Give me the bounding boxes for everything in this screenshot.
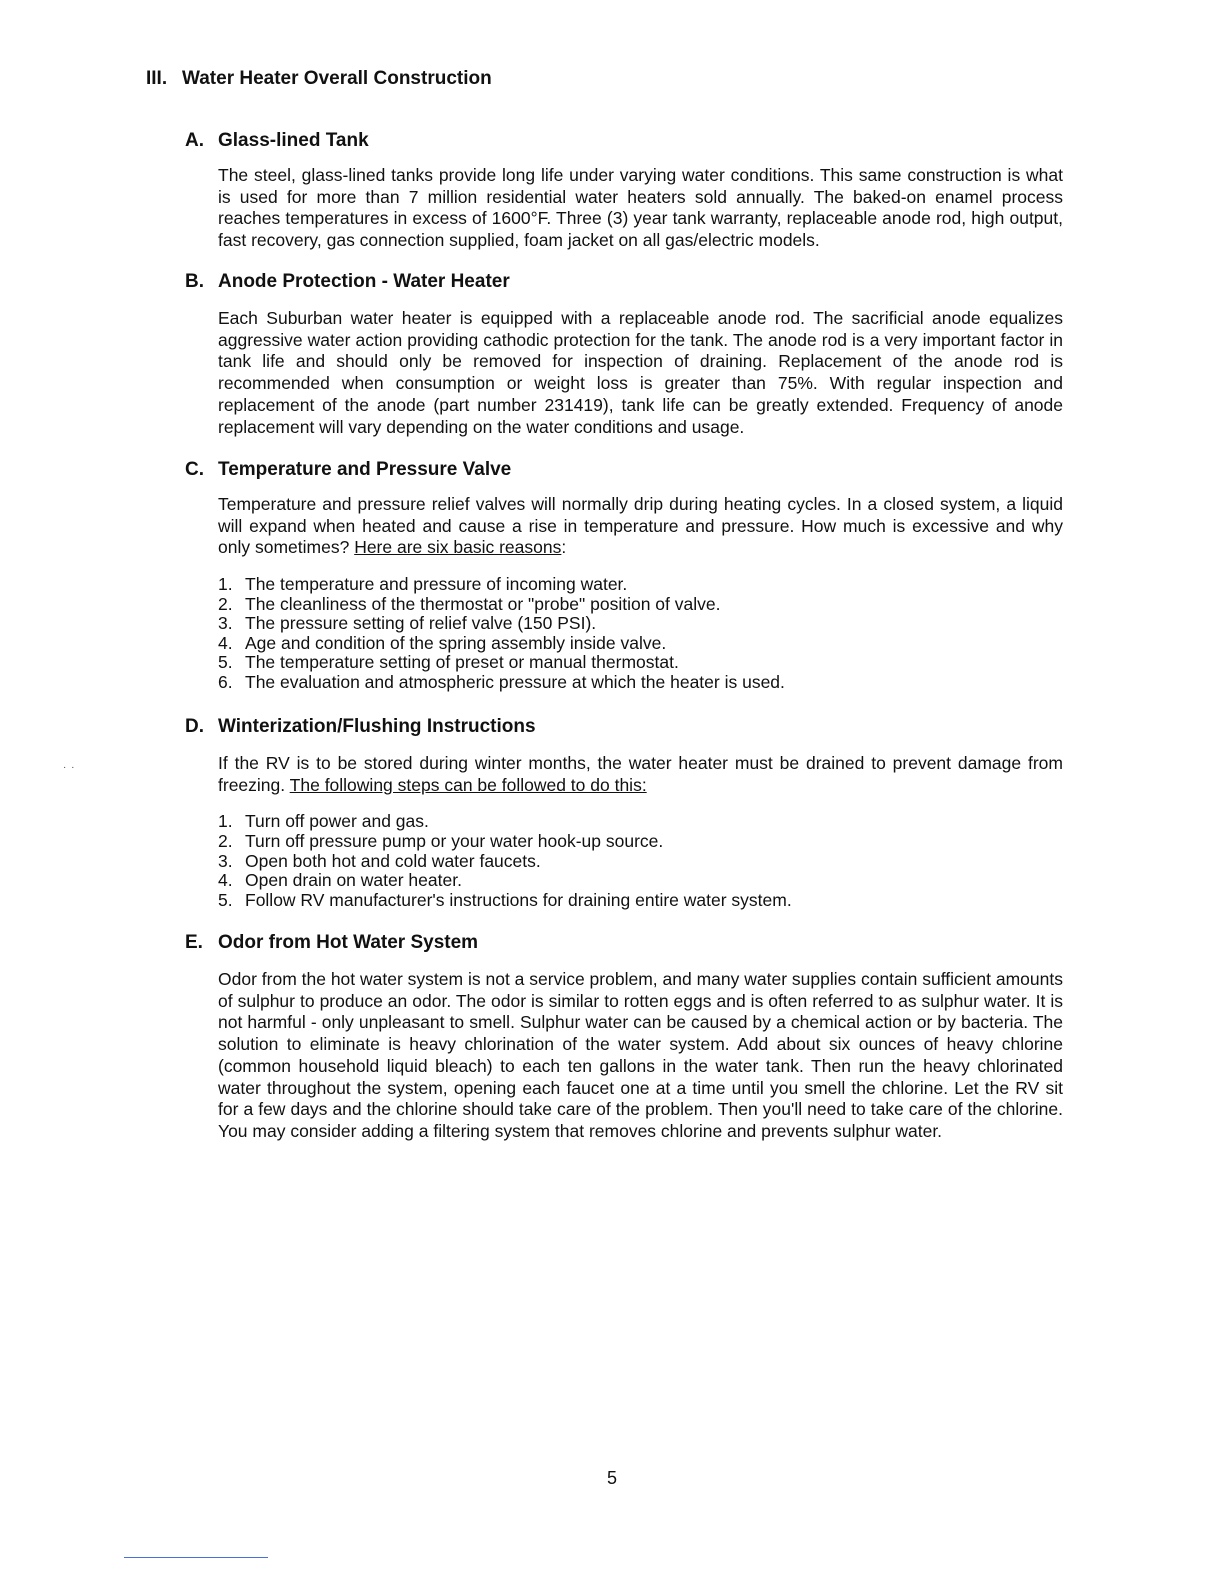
list-item [218, 832, 1065, 852]
list-item-number: 6. [218, 672, 233, 693]
subsection-title: Odor from Hot Water System [218, 932, 479, 953]
list-item-number: 1. [218, 811, 233, 832]
list-item-number: 3. [218, 613, 233, 634]
section-heading [146, 68, 492, 90]
list-item-text: The cleanliness of the thermostat or "probe" position of valve. [245, 593, 721, 614]
section-number: III. [146, 68, 168, 89]
list-item-number: 5. [218, 652, 233, 673]
list-item [218, 614, 1065, 634]
subsection-temperature-pressure-valve [185, 459, 1065, 693]
list-item [218, 673, 1065, 693]
list-item [218, 634, 1065, 654]
list-item [218, 595, 1065, 615]
subsection-letter: E. [185, 932, 203, 953]
subsection-letter: D. [185, 716, 204, 737]
list-item-number: 2. [218, 593, 233, 614]
list-item-text: The pressure setting of relief valve (150 PSI). [245, 613, 597, 634]
list-item-text: The temperature setting of preset or manual thermostat. [245, 652, 679, 673]
subsection-body [218, 494, 1063, 559]
subsection-body [218, 753, 1063, 796]
list-item-text: The evaluation and atmospheric pressure at which the heater is used. [245, 672, 785, 693]
subsection-title: Anode Protection - Water Heater [218, 271, 510, 292]
six-reasons-underlined: Here are six basic reasons [354, 537, 562, 558]
list-item-text: Turn off pressure pump or your water hook-up source. [245, 831, 664, 851]
list-item-text: Turn off power and gas. [245, 811, 429, 832]
body-colon: : [561, 537, 567, 558]
list-item [218, 575, 1065, 595]
subsection-body: Each Suburban water heater is equipped with a replaceable anode rod. The sacrificial anode equalizes aggressive water action providing cathodic protection for the tank. The anode rod is a very important factor in tank life and should only be removed for inspection of draining. Replacement of the anode rod is recommended when consumption or weight loss is greater than 75%. With regular inspection and replacement of the anode (part number 231419), tank life can be greatly extended. Frequency of anode replacement will vary depending on the water conditions and usage. [218, 308, 1063, 437]
list-item-number: 2. [218, 831, 233, 851]
list-item [218, 871, 1065, 891]
list-item-text: Open both hot and cold water faucets. [245, 850, 541, 871]
section-title: Water Heater Overall Construction [182, 68, 492, 89]
list-item [218, 891, 1065, 911]
list-item-number: 3. [218, 850, 233, 871]
list-item-number: 1. [218, 574, 233, 595]
subsection-heading [185, 716, 1065, 738]
subsection-title: Winterization/Flushing Instructions [218, 716, 536, 737]
list-item-number: 5. [218, 889, 233, 910]
winterization-steps-list [185, 812, 1065, 910]
scan-artifact-dots: · · [63, 762, 76, 773]
footer-rule [124, 1557, 268, 1558]
subsection-heading [185, 271, 1065, 293]
subsection-letter: C. [185, 459, 204, 480]
subsection-title: Temperature and Pressure Valve [218, 459, 512, 480]
reasons-list [185, 575, 1065, 693]
subsection-heading [185, 130, 1065, 152]
subsection-body: Odor from the hot water system is not a service problem, and many water supplies contain sufficient amounts of sulphur to produce an odor. The odor is similar to rotten eggs and is often referred to as sulphur water. It is not harmful - only unpleasant to smell. Sulphur water can be caused by a chemical action or by bacteria. The solution to eliminate is heavy chlorination of the water system. Add about six ounces of heavy chlorine (common household liquid bleach) to each ten gallons in the water tank. Then run the heavy chlorinated water throughout the system, opening each faucet one at a time until you smell the chlorine. Let the RV sit for a few days and the chlorine should take care of the problem. Then you'll need to take care of the chlorine. You may consider adding a filtering system that removes chlorine and prevents sulphur water. [218, 969, 1063, 1141]
list-item-number: 4. [218, 870, 233, 891]
list-item-text: The temperature and pressure of incoming water. [245, 574, 628, 595]
subsection-heading [185, 932, 1065, 954]
subsection-winterization [185, 716, 1065, 910]
list-item [218, 852, 1065, 872]
page-number: 5 [606, 1468, 617, 1488]
subsection-title: Glass-lined Tank [218, 130, 369, 151]
subsection-letter: B. [185, 271, 204, 292]
subsection-body-text: Temperature and pressure relief valves will normally drip during heating cycles. In a closed system, a liquid will expand when heated and cause a rise in temperature and pressure. How much is excessive and why only sometimes? [218, 494, 1063, 558]
subsection-odor [185, 932, 1065, 1143]
list-item-text: Open drain on water heater. [245, 870, 462, 891]
list-item-number: 4. [218, 632, 233, 653]
subsection-glass-lined-tank [185, 130, 1065, 252]
subsection-anode-protection [185, 271, 1065, 438]
subsection-body: The steel, glass-lined tanks provide long life under varying water conditions. This same construction is what is used for more than 7 million residential water heaters sold annually. The baked-on enamel process reaches temperatures in excess of 1600°F. Three (3) year tank warranty, replaceable anode rod, high output, fast recovery, gas connection supplied, foam jacket on all gas/electric models. [218, 165, 1063, 251]
subsection-heading [185, 459, 1065, 481]
list-item [218, 653, 1065, 673]
list-item-text: Age and condition of the spring assembly inside valve. [245, 632, 667, 653]
subsection-body-text: If the RV is to be stored during winter months, the water heater must be drained to prevent damage from freezing. [218, 753, 1063, 795]
subsection-letter: A. [185, 130, 204, 151]
list-item-text: Follow RV manufacturer's instructions for draining entire water system. [245, 889, 792, 910]
following-steps-underlined: The following steps can be followed to do this: [289, 774, 647, 795]
list-item [218, 812, 1065, 832]
